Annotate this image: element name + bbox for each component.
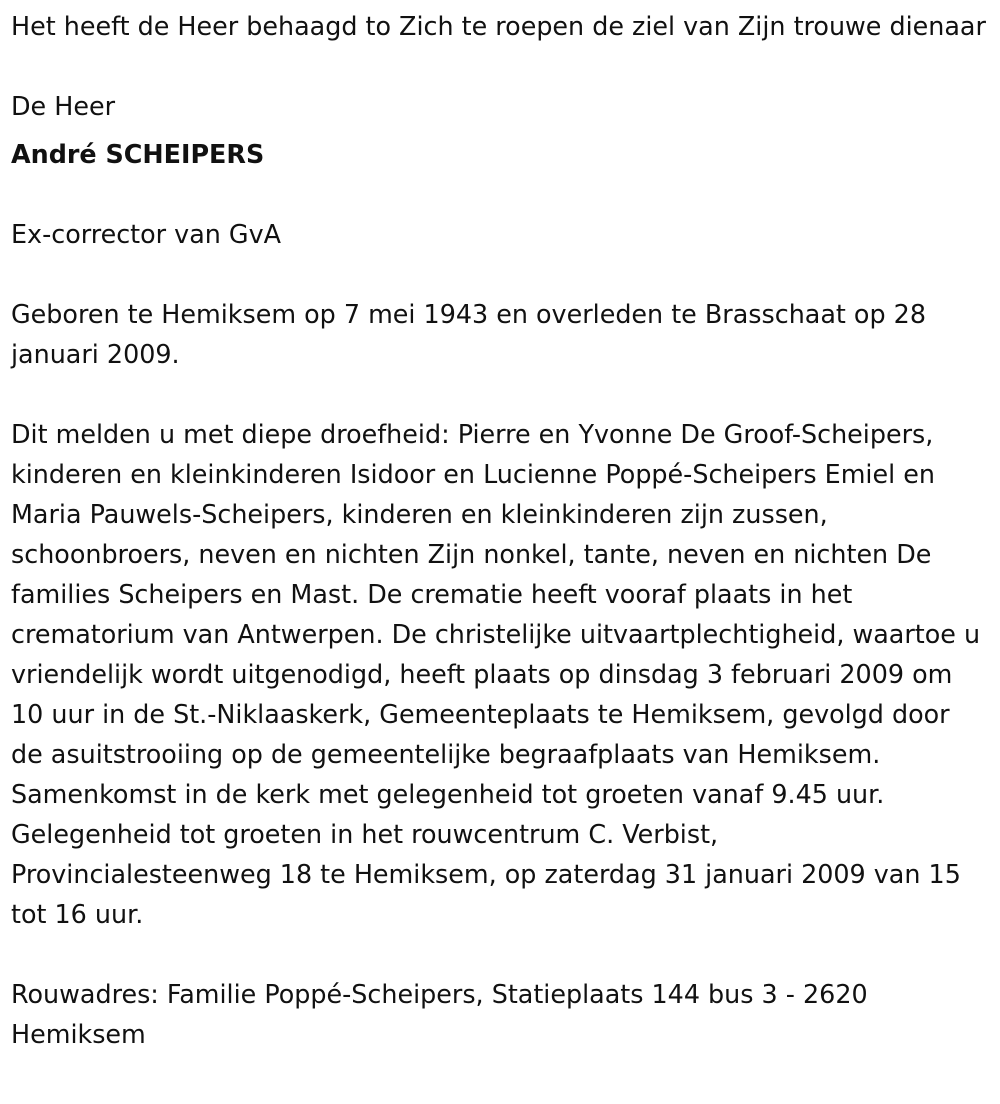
announcement-body: Dit melden u met diepe droefheid: Pierre en Yvonne De Groof-Scheipers, kinderen en kleinkinderen Isidoor en Lucienne Poppé-Scheipers Emiel en Maria Pauwels-Scheipers, kinderen en kleinkinderen zijn zussen, schoonbroers, neven en nichten Zijn nonkel, tante, neven en nichten De families Scheipers en Mast. De crematie heeft vooraf plaats in het crematorium van Antwerpen. De christelijke uitvaartplechtigheid, waartoe u vriendelijk wordt uitgenodigd, heeft plaats op dinsdag 3 februari 2009 om 10 uur in de St.-Niklaaskerk, Gemeenteplaats te Hemiksem, gevolgd door de asuitstrooiing op de gemeentelijke begraafplaats van Hemiksem. Samenkomst in de kerk met gelegenheid tot groeten vanaf 9.45 uur. Gelegenheid tot groeten in het rouwcentrum C. Verbist, Provincialesteenweg 18 te Hemiksem, op zaterdag 31 januari 2009 van 15 tot 16 uur. — [11, 419, 981, 929]
intro-text: Het heeft de Heer behaagd to Zich te roepen de ziel van Zijn trouwe dienaar — [11, 11, 986, 41]
spacer — [11, 934, 986, 974]
spacer — [11, 374, 986, 414]
honorific-title: De Heer — [11, 91, 116, 121]
occupation-text: Ex-corrector van GvA — [11, 219, 281, 249]
deceased-name: André SCHEIPERS — [11, 139, 265, 169]
spacer — [11, 174, 986, 214]
obituary-notice — [11, 6, 986, 1054]
spacer — [11, 254, 986, 294]
birth-death-text: Geboren te Hemiksem op 7 mei 1943 en overleden te Brasschaat op 28 januari 2009. — [11, 299, 926, 369]
spacer — [11, 46, 986, 86]
mourning-address: Rouwadres: Familie Poppé-Scheipers, Statieplaats 144 bus 3 - 2620 Hemiksem — [11, 979, 868, 1049]
